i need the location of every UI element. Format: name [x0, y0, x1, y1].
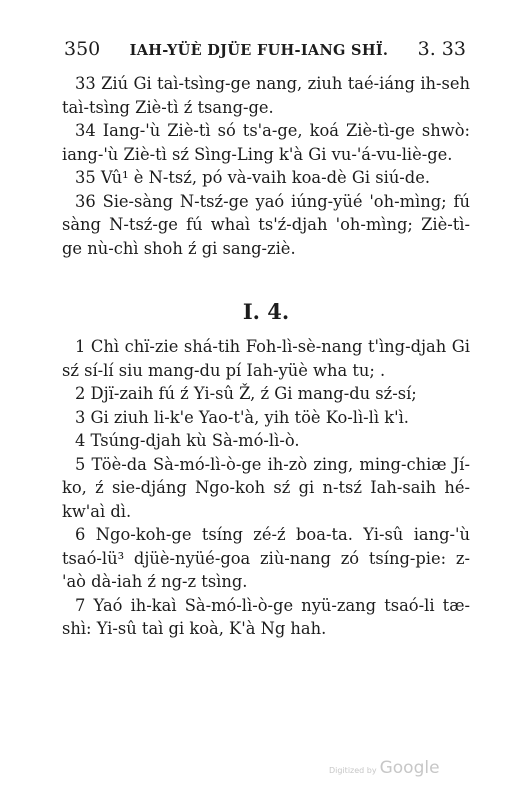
verse-paragraph: 3 Gi ziuh li-k'e Yao-t'à, yih töè Ko-lì-lì k'ì. [75, 407, 409, 427]
digitization-watermark [329, 758, 440, 778]
chapter-verse-reference: 3. 33 [417, 38, 466, 60]
running-header [64, 38, 466, 66]
verse-paragraph: 34 Iang-'ù Ziè-tì só ts'a-ge, koá Ziè-tì-ge shwò: iang-'ù Ziè-tì sź Sìng-Ling k'à Gi vu-'á-vu-liè-ge. [62, 121, 470, 164]
verse-paragraph: 1 Chì chï-zie shá-tih Foh-lì-sè-nang t'ìng-djah Gi sź sí-lí siu mang-du pí Iah-yüè wha tu; . [62, 337, 470, 380]
verse-paragraph: 5 Töè-da Sà-mó-lì-ò-ge ih-zò zing, ming-chiæ Jí-ko, ź sie-djáng Ngo-koh sź gi n-tsź Iah-saih hé-kw'aì dì. [62, 454, 470, 521]
verse-paragraph: 6 Ngo-koh-ge tsíng zé-ź boa-ta. Yi-sû iang-'ù tsaó-lü³ djüè-nyüé-goa ziù-nang zó tsíng-pie: z-'aò dà-iah ź ng-z tsìng. [62, 525, 470, 591]
verse-paragraph: 2 Djï-zaih fú ź Yi-sû Ž, ź Gi mang-du sź-sí; [75, 384, 417, 403]
verse-paragraph: 33 Ziú Gi taì-tsìng-ge nang, ziuh taé-iáng ih-seh taì-tsìng Ziè-tì ź tsang-ge. [62, 74, 470, 117]
running-title: IAH-YÜÈ DJÜE FUH-IANG SHÏ. [129, 42, 389, 59]
body-text [62, 72, 470, 641]
page-number: 350 [64, 38, 101, 60]
verse-paragraph: 35 Vû¹ è N-tsź, pó và-vaih koa-dè Gi siú-de. [75, 168, 431, 187]
verse-paragraph: 36 Sie-sàng N-tsź-ge yaó iúng-yüé 'oh-mìng; fú sàng N-tsź-ge fú whaì ts'ź-djah 'oh-mìng; Ziè-tì-ge nù-chì shoh ź gi sang-ziè. [62, 191, 470, 258]
digitized-by-label: Digitized by [329, 766, 377, 775]
verse-paragraph: 4 Tsúng-djah kù Sà-mó-lì-ò. [75, 431, 300, 450]
google-logo: Google [379, 758, 440, 778]
verse-paragraph: 7 Yaó ih-kaì Sà-mó-lì-ò-ge nyü-zang tsaó-li tæ-shì: Yi-sû taì gi koà, K'à Ng hah. [62, 595, 470, 638]
chapter-heading: I. 4. [242, 299, 290, 324]
